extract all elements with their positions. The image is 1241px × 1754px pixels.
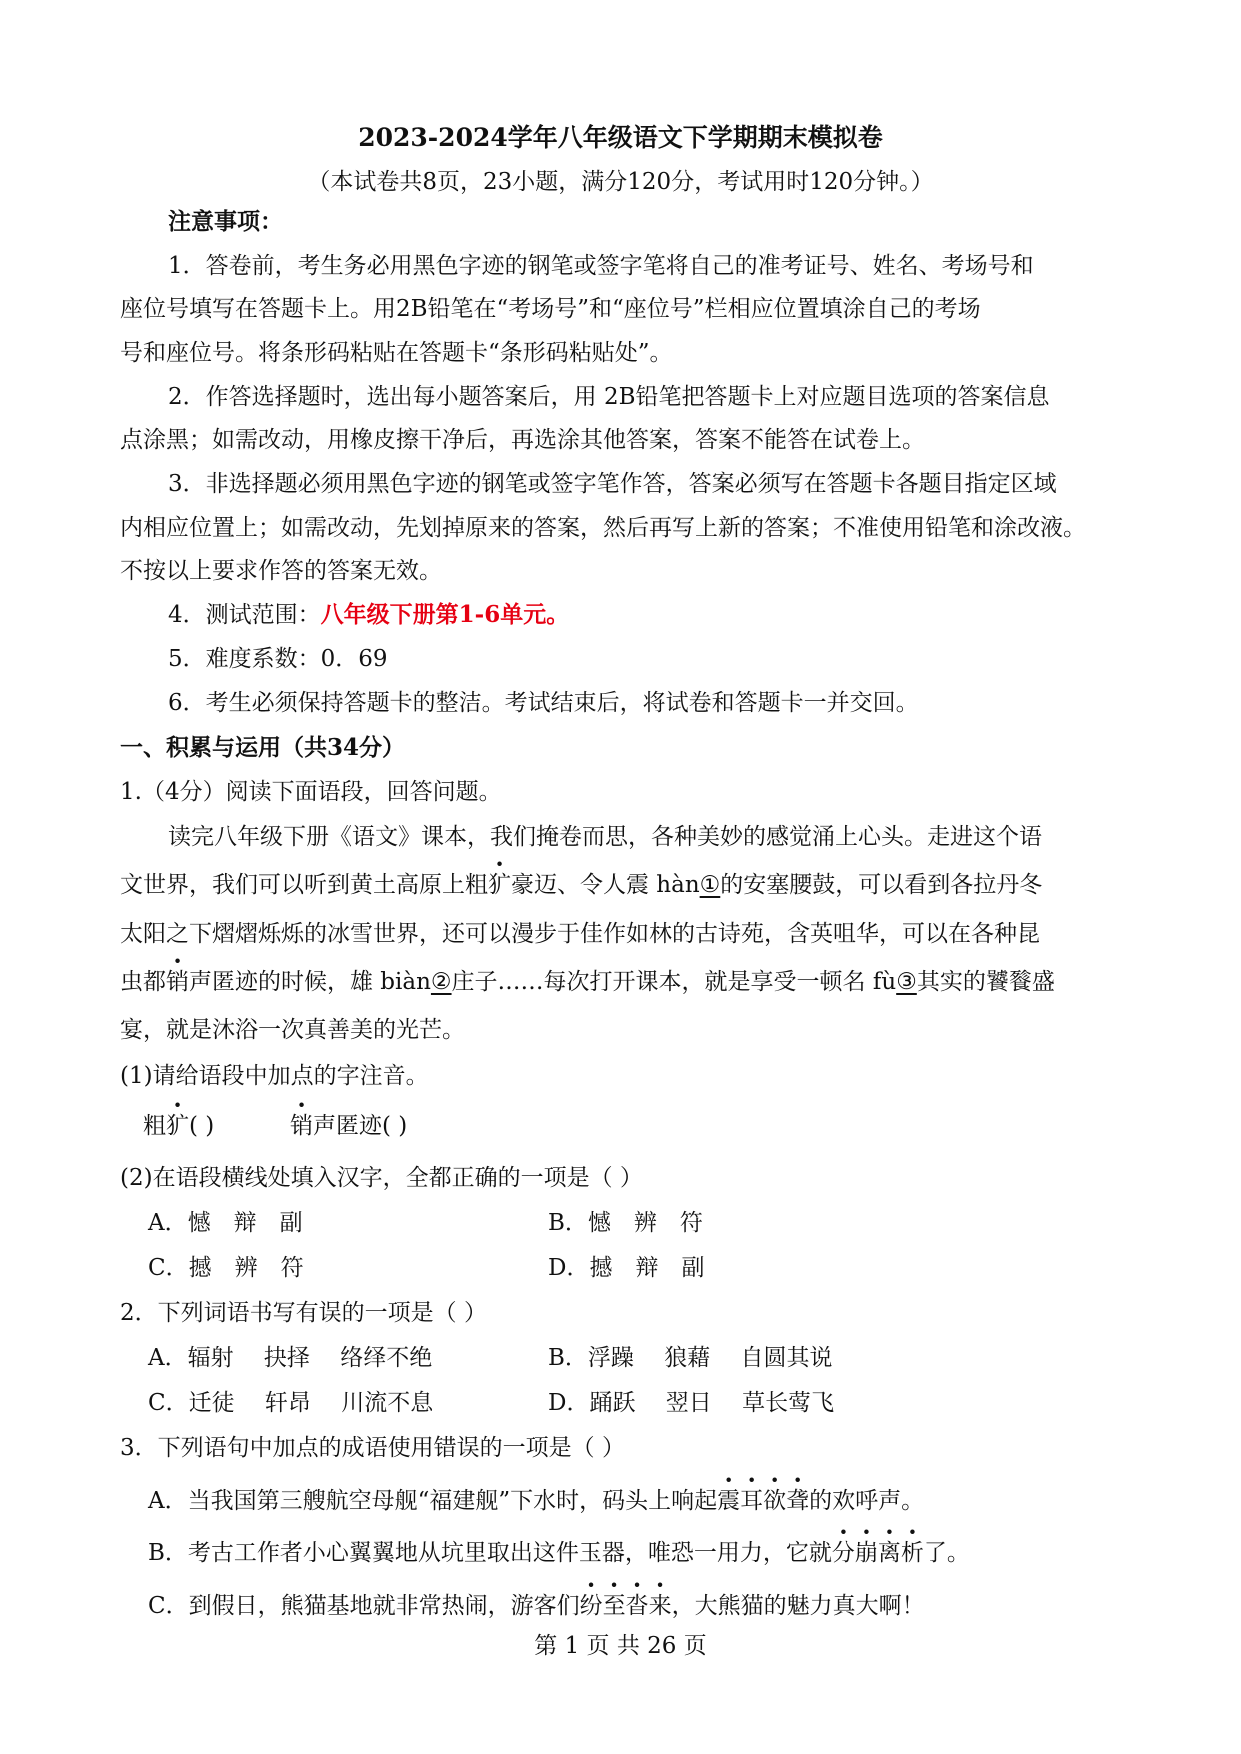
notice-line-10: 5．难度系数：0．69	[168, 646, 388, 672]
q2-option-d: D．踊跃 翌日 草长莺飞	[548, 1390, 835, 1416]
dotted-char: 分	[831, 1540, 855, 1566]
notice-line-9	[168, 600, 1125, 630]
q1-option-d: D．撼 辩 副	[548, 1255, 705, 1281]
q1-passage-line-5: 宴，就是沐浴一次真善美的光芒。	[120, 1017, 465, 1043]
test-scope-value: 八年级下册第1-6单元。	[320, 601, 570, 628]
blank-3: ③	[896, 969, 917, 995]
dotted-char: 纷	[579, 1593, 603, 1619]
q1-option-c: C．撼 辨 符	[148, 1255, 304, 1281]
dotted-char: 欲	[763, 1488, 787, 1514]
q2-option-a: A．辐射 抉择 络绎不绝	[148, 1345, 433, 1371]
notice-line-3: 号和座位号。将条形码粘贴在答题卡“条形码粘贴处”。	[120, 340, 673, 366]
dotted-char: 离	[877, 1540, 901, 1566]
dotted-char: 震	[717, 1488, 741, 1514]
q1-passage-line-2: 文世界，我们可以听到黄土高原上粗犷豪迈、令人震 hàn①的安塞腰鼓，可以看到各拉丹冬	[120, 872, 1043, 898]
q3-stem: 3．下列语句中加点的成语使用错误的一项是（ ）	[120, 1435, 625, 1461]
q2-stem: 2．下列词语书写有误的一项是（ ）	[120, 1300, 487, 1326]
dotted-idiom-a	[717, 1488, 809, 1514]
notice-heading: 注意事项：	[168, 208, 283, 235]
test-scope-label: 4．测试范围：	[168, 602, 321, 628]
notice-line-5: 点涂黑；如需改动，用橡皮擦干净后，再选涂其他答案，答案不能答在试卷上。	[120, 427, 925, 453]
dotted-char: 崩	[854, 1540, 878, 1566]
dotted-char: 沓	[625, 1593, 649, 1619]
q1-stem: 1.（4分）阅读下面语段，回答问题。	[120, 779, 502, 805]
q1-passage-line-3: 太阳之下熠熠烁烁的冰雪世界，还可以漫步于佳作如林的古诗苑，含英咀华，可以在各种昆	[120, 921, 1040, 947]
q1-passage-line-1: 读完八年级下册《语文》课本，我们掩卷而思，各种美妙的感觉涌上心头。走进这个语	[168, 824, 1042, 850]
notice-line-8: 不按以上要求作答的答案无效。	[120, 558, 442, 584]
blank-1: ①	[699, 872, 721, 898]
q1-passage-line-4: 虫都销声匿迹的时候，雄 biàn②庄子……每次打开课本，就是享受一顿名 fù③其实的饕餮盛	[120, 969, 1055, 995]
dotted-char: 至	[602, 1593, 626, 1619]
dotted-idiom-b	[832, 1540, 924, 1566]
q1-sub2: (2)在语段横线处填入汉字，全都正确的一项是（ ）	[120, 1165, 643, 1191]
q3-option-a: A．当我国第三艘航空母舰“福建舰”下水时，码头上响起震耳欲聋的欢呼声。	[148, 1488, 925, 1514]
dotted-char: 析	[900, 1540, 924, 1566]
notice-line-6: 3．非选择题必须用黑色字迹的钢笔或签字笔作答，答案必须写在答题卡各题目指定区域	[168, 471, 1057, 497]
q3-option-b: B．考古工作者小心翼翼地从坑里取出这件玉器，唯恐一用力，它就分崩离析了。	[148, 1540, 970, 1566]
q1-option-a: A．憾 辩 副	[148, 1210, 303, 1236]
q2-option-c: C．迁徒 轩昂 川流不息	[148, 1390, 434, 1416]
q1-sub1: (1)请给语段中加点的字注音。	[120, 1063, 429, 1089]
notice-line-2: 座位号填写在答题卡上。用2B铅笔在“考场号”和“座位号”栏相应位置填涂自己的考场	[120, 296, 981, 322]
q2-option-b: B．浮躁 狼藉 自圆其说	[548, 1345, 833, 1371]
page-title: 2023-2024学年八年级语文下学期期末模拟卷	[358, 123, 883, 152]
notice-line-4: 2．作答选择题时，选出每小题答案后，用 2B铅笔把答题卡上对应题目选项的答案信息	[168, 384, 1050, 410]
notice-line-1: 1．答卷前，考生务必用黑色字迹的钢笔或签字笔将自己的准考证号、姓名、考场号和	[168, 253, 1034, 279]
blank-2: ②	[430, 969, 452, 995]
q1-sub1-item-b: 销声匿迹( )	[290, 1113, 408, 1139]
dotted-idiom-c	[580, 1593, 672, 1619]
q1-sub1-item-a: 粗犷( )	[143, 1113, 215, 1139]
dotted-char: 耳	[740, 1488, 764, 1514]
dotted-char: 犷	[488, 872, 511, 898]
notice-line-11: 6．考生必须保持答题卡的整洁。考试结束后，将试卷和答题卡一并交回。	[168, 690, 919, 716]
q1-option-b: B．憾 辨 符	[548, 1210, 703, 1236]
q3-option-c: C．到假日，熊猫基地就非常热闹，游客们纷至沓来，大熊猫的魅力真大啊！	[148, 1593, 925, 1619]
notice-line-7: 内相应位置上；如需改动，先划掉原来的答案，然后再写上新的答案；不准使用铅笔和涂改液。	[120, 515, 1086, 541]
dotted-char: 销	[290, 1113, 313, 1139]
page-subtitle: （本试卷共8页，23小题，满分120分，考试用时120分钟。）	[307, 169, 934, 195]
dotted-char: 销	[166, 969, 189, 995]
page-footer: 第 1 页 共 26 页	[534, 1633, 707, 1659]
dotted-char: 犷	[166, 1113, 189, 1139]
dotted-char: 聋	[786, 1488, 810, 1514]
dotted-char: 来	[648, 1593, 672, 1619]
section-heading: 一、积累与运用（共34分）	[120, 734, 406, 761]
